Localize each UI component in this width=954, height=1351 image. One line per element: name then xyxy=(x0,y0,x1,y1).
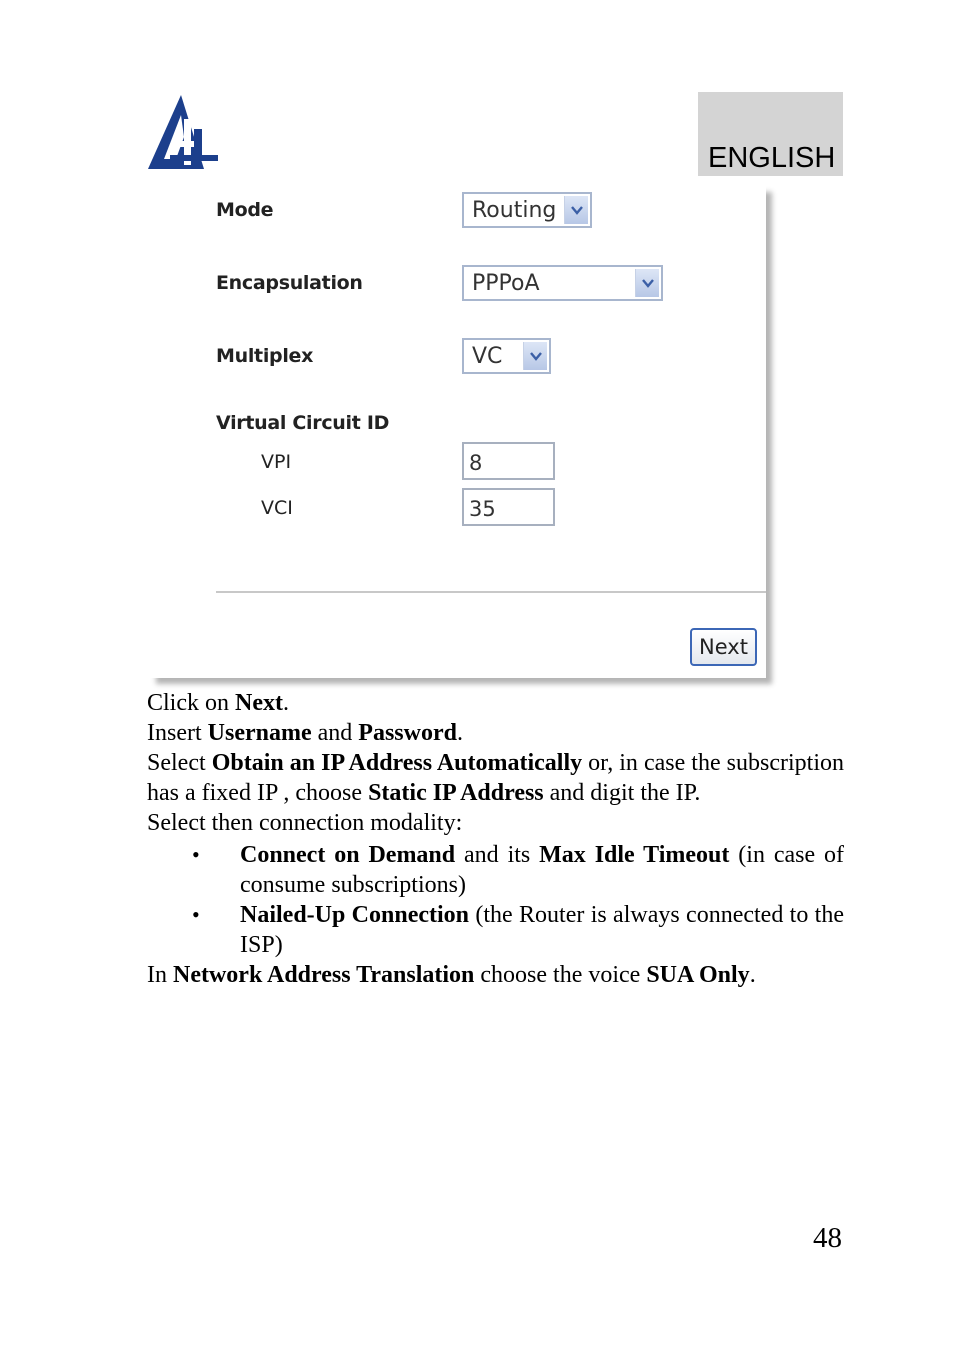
list-item: • Nailed-Up Connection (the Router is always connected to the ISP) xyxy=(192,902,844,958)
encapsulation-select[interactable] xyxy=(462,265,663,301)
page-number: 48 xyxy=(813,1222,842,1254)
vpi-input[interactable] xyxy=(462,442,555,480)
vpi-label: VPI xyxy=(261,451,292,473)
multiplex-value: VC xyxy=(472,344,503,369)
vci-input[interactable] xyxy=(462,488,555,526)
chevron-down-icon[interactable] xyxy=(523,342,547,370)
modality-list xyxy=(147,840,844,960)
instruction-connection-modality: Select then connection modality: xyxy=(147,810,463,836)
multiplex-select[interactable] xyxy=(462,338,551,374)
chevron-down-icon[interactable] xyxy=(564,196,588,224)
encapsulation-value: PPPoA xyxy=(472,271,540,296)
language-label: ENGLISH xyxy=(708,142,836,174)
list-item: • Connect on Demand and its Max Idle Timeout (in case of consume subscriptions) xyxy=(192,842,845,898)
divider xyxy=(216,591,766,593)
mode-select[interactable] xyxy=(462,192,592,228)
virtual-circuit-id-label: Virtual Circuit ID xyxy=(216,412,390,434)
instruction-ip-address: Select Obtain an IP Address Automatically or, in case the subscription has a fixed IP , choose Static IP Address and digit the IP. xyxy=(147,750,844,806)
encapsulation-label: Encapsulation xyxy=(216,272,363,294)
multiplex-label: Multiplex xyxy=(216,345,314,367)
chevron-down-icon[interactable] xyxy=(635,269,659,297)
vpi-value: 8 xyxy=(469,451,483,475)
instruction-nat: In Network Address Translation choose the voice SUA Only. xyxy=(147,962,756,988)
bullet-icon: • xyxy=(192,902,200,927)
instruction-click-next: Click on Next. xyxy=(147,690,289,716)
mode-label: Mode xyxy=(216,199,274,221)
company-logo-icon xyxy=(148,93,220,171)
mode-value: Routing xyxy=(472,198,557,223)
wan-settings-panel xyxy=(150,186,766,678)
vci-label: VCI xyxy=(261,497,293,519)
instructions-text xyxy=(147,688,844,990)
instruction-credentials: Insert Username and Password. xyxy=(147,720,463,746)
next-button[interactable]: Next xyxy=(690,628,757,666)
bullet-icon: • xyxy=(192,842,200,867)
vci-value: 35 xyxy=(469,497,496,521)
language-badge xyxy=(698,92,843,176)
